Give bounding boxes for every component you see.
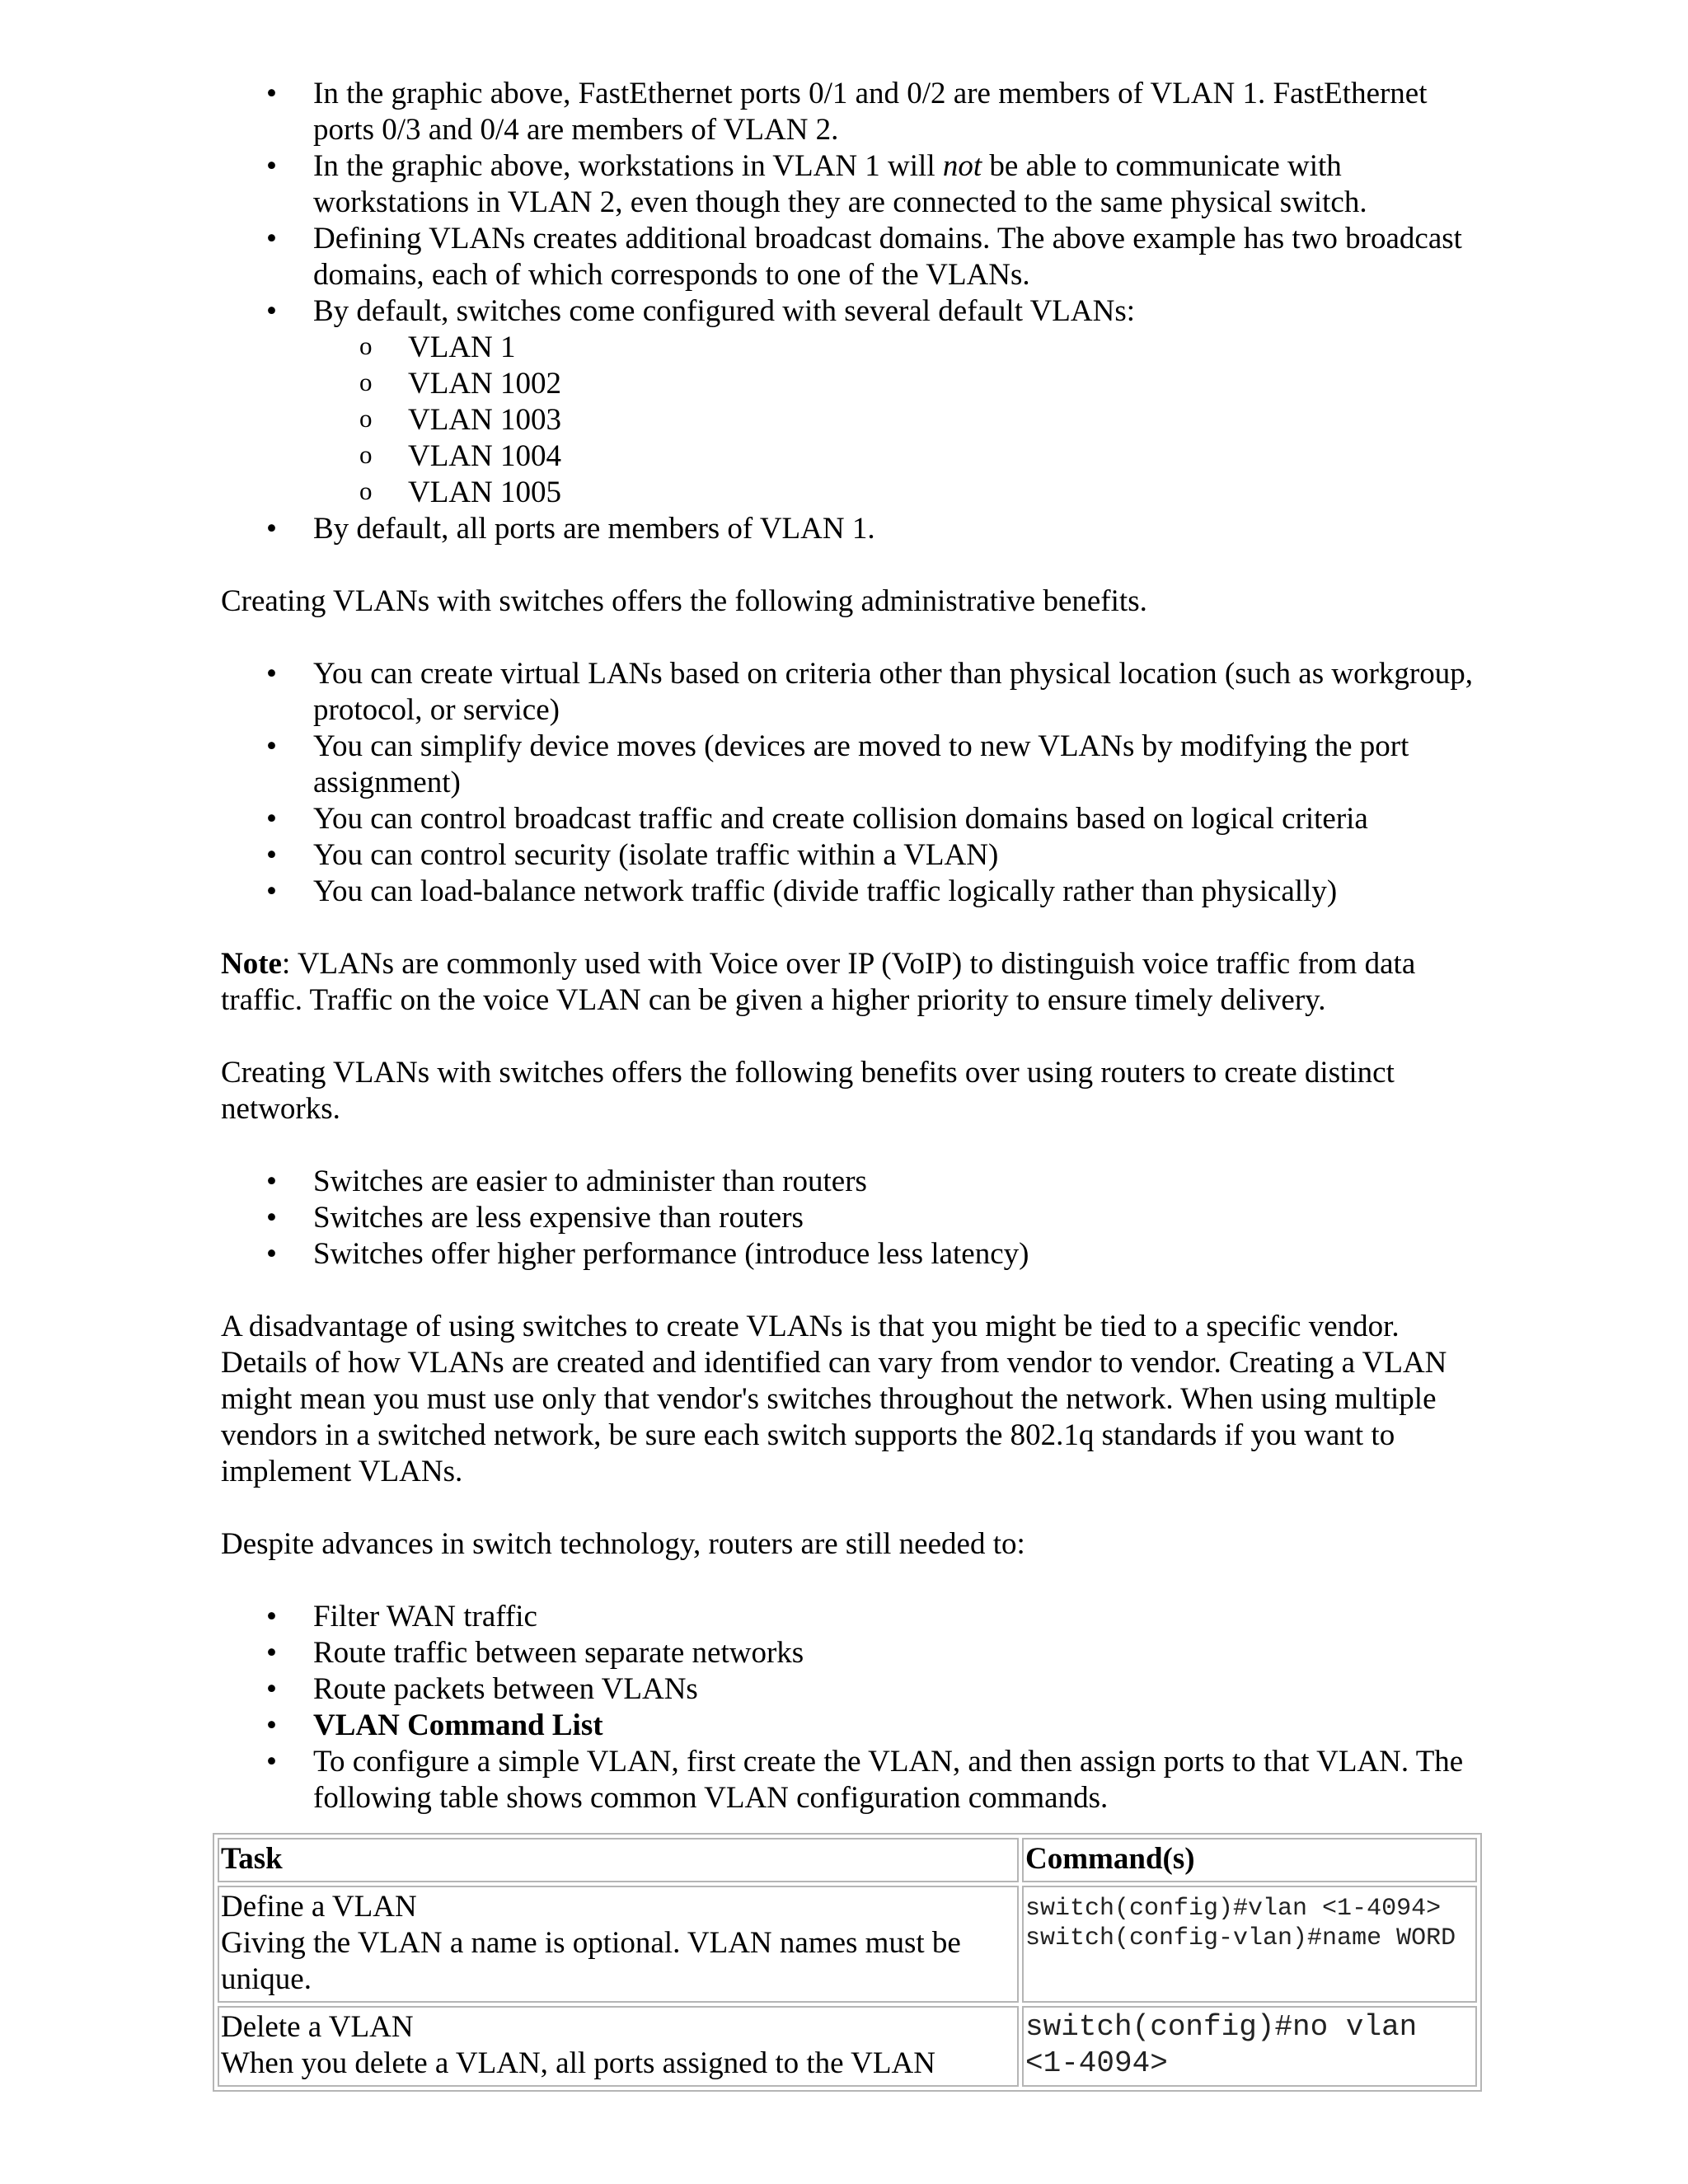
list-item: • By default, switches come configured with several default VLANs: o VLAN 1 o VLAN 1002 o VLAN 1003 o VLAN 1004 o VLAN 1005 (221, 293, 1474, 511)
list-item: • You can load-balance network traffic (divide traffic logically rather than physically) (221, 874, 1474, 910)
list-item: o VLAN 1002 (221, 366, 1474, 402)
task-description: When you delete a VLAN, all ports assigned to the VLAN (221, 2046, 935, 2080)
list-item: • To configure a simple VLAN, first create the VLAN, and then assign ports to that VLAN. The following table shows common VLAN configuration commands. (221, 1744, 1474, 1816)
list-item: o VLAN 1005 (221, 475, 1474, 511)
list-item: o VLAN 1003 (221, 402, 1474, 438)
table-header-row (218, 1838, 1477, 1882)
table-row (218, 1886, 1477, 2003)
list-item: o VLAN 1004 (221, 438, 1474, 475)
note-label: Note (221, 947, 282, 981)
default-vlan-list (221, 330, 1474, 511)
command-cell (1022, 1886, 1477, 2003)
command-cell (1022, 2006, 1477, 2087)
list-item: • Switches are easier to administer than routers (221, 1164, 1474, 1200)
list-item: • You can create virtual LANs based on criteria other than physical location (such as workgroup, protocol, or service) (221, 656, 1474, 729)
command-text: switch(config)#vlan <1-4094> switch(config-vlan)#name WORD (1025, 1895, 1456, 1952)
list-item (221, 1708, 1474, 1744)
routers-needed-list (221, 1599, 1474, 1816)
list-item: • In the graphic above, FastEthernet ports 0/1 and 0/2 are members of VLAN 1. FastEthernet ports 0/3 and 0/4 are members of VLAN 2. (221, 76, 1474, 148)
routers-needed-intro: Despite advances in switch technology, routers are still needed to: (221, 1527, 1025, 1561)
list-item: • In the graphic above, workstations in VLAN 1 will not be able to communicate with workstations in VLAN 2, even though they are connected to the same physical switch. (221, 148, 1474, 221)
task-cell (218, 2006, 1019, 2087)
note-paragraph: Note: VLANs are commonly used with Voice over IP (VoIP) to distinguish voice traffic from data traffic. Traffic on the voice VLAN can be given a higher priority to ensure timely delivery. (221, 947, 1416, 1017)
list-item: • You can control broadcast traffic and create collision domains based on logical criteria (221, 801, 1474, 837)
emphasis-text: not (942, 149, 982, 183)
list-item: • By default, all ports are members of VLAN 1. (221, 511, 1474, 547)
task-title: Delete a VLAN (221, 2010, 414, 2044)
list-item: • Filter WAN traffic (221, 1599, 1474, 1635)
list-item: • Switches are less expensive than routers (221, 1200, 1474, 1236)
command-text: switch(config)#no vlan <1-4094> (1025, 2010, 1418, 2080)
list-item: • You can simplify device moves (devices are moved to new VLANs by modifying the port assignment) (221, 729, 1474, 801)
commands-column-header: Command(s) (1022, 1838, 1477, 1882)
admin-benefits-intro: Creating VLANs with switches offers the following administrative benefits. (221, 584, 1147, 618)
list-item: • Defining VLANs creates additional broadcast domains. The above example has two broadcast domains, each of which corresponds to one of the VLANs. (221, 221, 1474, 293)
command-list-heading: VLAN Command List (313, 1708, 603, 1742)
task-title: Define a VLAN (221, 1890, 417, 1924)
task-column-header: Task (218, 1838, 1019, 1882)
list-item: • You can control security (isolate traffic within a VLAN) (221, 837, 1474, 874)
task-cell (218, 1886, 1019, 2003)
list-item: o VLAN 1 (221, 330, 1474, 366)
list-item: • Switches offer higher performance (introduce less latency) (221, 1236, 1474, 1272)
document-page (221, 76, 1474, 1816)
disadvantage-paragraph: A disadvantage of using switches to create VLANs is that you might be tied to a specific vendor. Details of how VLANs are created and identified can vary from vendor to vendor. Creating a VLAN might mean you must use only that vendor's switches throughout the network. When using multiple vendors in a switched network, be sure each switch supports the 802.1q standards if you want to implement VLANs. (221, 1310, 1447, 1488)
intro-bullet-list (221, 76, 1474, 547)
list-item: • Route traffic between separate networks (221, 1635, 1474, 1671)
task-description: Giving the VLAN a name is optional. VLAN names must be unique. (221, 1926, 961, 1996)
list-item: • Route packets between VLANs (221, 1671, 1474, 1708)
table-row (218, 2006, 1477, 2087)
vlan-command-table (213, 1833, 1482, 2092)
admin-benefits-list (221, 656, 1474, 910)
router-benefits-list (221, 1164, 1474, 1272)
router-benefits-intro: Creating VLANs with switches offers the following benefits over using routers to create distinct networks. (221, 1056, 1395, 1126)
